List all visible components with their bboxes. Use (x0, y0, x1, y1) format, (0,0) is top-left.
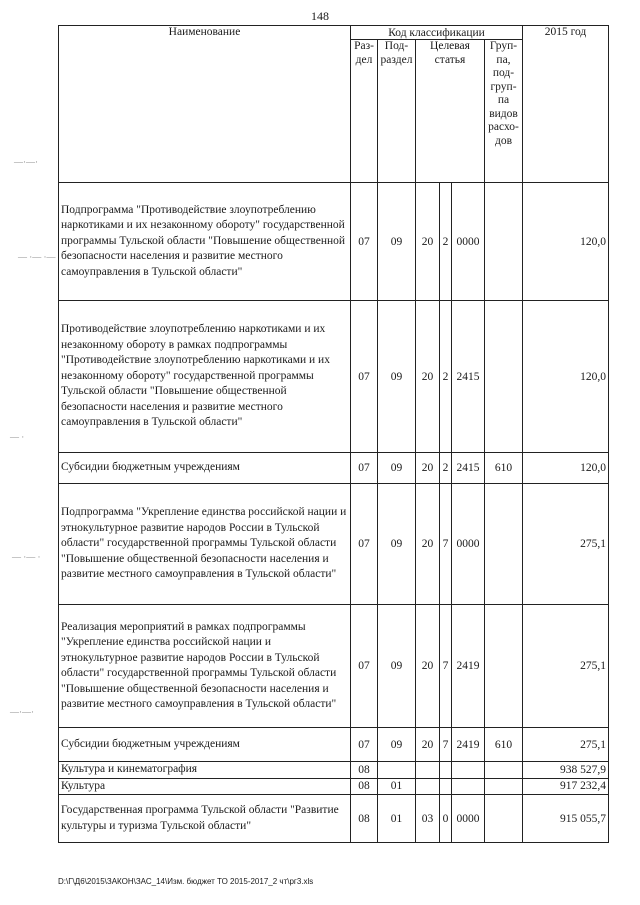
row-target-subprogram: 2 (440, 183, 452, 301)
row-subsection: 09 (378, 728, 416, 762)
column-header-section: Раз- дел (351, 40, 378, 183)
row-name: Культура и кинематография (59, 762, 351, 779)
row-subsection: 09 (378, 605, 416, 728)
row-subsection: 09 (378, 183, 416, 301)
row-target-code: 2419 (452, 605, 485, 728)
column-header-expense-group: Груп- па, под- груп- па видов расхо- дов (485, 40, 523, 183)
row-section: 07 (351, 301, 378, 453)
row-name: Реализация мероприятий в рамках подпрограммы "Укрепление единства российской нации и этнокультурное развитие народов России в Тульской области" государственной программы Тульской области "Повышение общественной безопасности населения и развитие местного самоуправления в Тульской области" (59, 605, 351, 728)
row-target-program: 20 (416, 605, 440, 728)
table-row (59, 183, 609, 301)
margin-label: — · (10, 432, 25, 442)
row-section: 07 (351, 484, 378, 605)
row-section: 08 (351, 762, 378, 779)
row-amount: 275,1 (523, 605, 609, 728)
header-row (59, 26, 609, 40)
table-row (59, 762, 609, 779)
row-amount: 915 055,7 (523, 795, 609, 843)
row-name: Культура (59, 778, 351, 795)
column-header-name: Наименование (59, 26, 351, 183)
table-row (59, 605, 609, 728)
margin-label: —·—· (14, 157, 38, 167)
row-subsection: 01 (378, 795, 416, 843)
row-section: 07 (351, 728, 378, 762)
row-name: Противодействие злоупотреблению наркотиками и их незаконному обороту в рамках подпрограммы "Противодействие злоупотреблению наркотиками и их незаконному обороту" государственной программы Тульской области "Повышение общественной безопасности населения и развитие местного самоуправления в Тульской области" (59, 301, 351, 453)
page-number: 148 (311, 9, 329, 23)
row-target-subprogram (440, 762, 452, 779)
table-row (59, 453, 609, 484)
row-name: Субсидии бюджетным учреждениям (59, 728, 351, 762)
row-target-program: 20 (416, 301, 440, 453)
row-amount: 120,0 (523, 183, 609, 301)
row-section: 08 (351, 795, 378, 843)
margin-label: —·—· (10, 707, 34, 717)
row-target-subprogram: 0 (440, 795, 452, 843)
row-target-code: 2415 (452, 301, 485, 453)
margin-label: — ·— ·— (18, 252, 56, 262)
row-target-code: 0000 (452, 183, 485, 301)
row-section: 07 (351, 183, 378, 301)
column-header-year: 2015 год (523, 26, 609, 183)
row-subsection: 09 (378, 453, 416, 484)
row-target-code: 2415 (452, 453, 485, 484)
row-target-program (416, 762, 440, 779)
row-target-code (452, 762, 485, 779)
budget-table (58, 25, 609, 843)
row-name: Государственная программа Тульской области "Развитие культуры и туризма Тульской области" (59, 795, 351, 843)
row-subsection (378, 762, 416, 779)
row-target-program: 20 (416, 484, 440, 605)
row-target-code: 2419 (452, 728, 485, 762)
row-amount: 938 527,9 (523, 762, 609, 779)
row-amount: 120,0 (523, 301, 609, 453)
row-name: Субсидии бюджетным учреждениям (59, 453, 351, 484)
table-row (59, 301, 609, 453)
row-section: 08 (351, 778, 378, 795)
row-target-code: 0000 (452, 484, 485, 605)
row-target-subprogram: 2 (440, 301, 452, 453)
margin-label: — ·— · (12, 552, 41, 562)
row-amount: 917 232,4 (523, 778, 609, 795)
row-expense-type (485, 605, 523, 728)
row-expense-type (485, 484, 523, 605)
row-target-program: 20 (416, 728, 440, 762)
row-expense-type (485, 762, 523, 779)
file-path-footer: D:\Г\Д6\2015\ЗАКОН\ЗАС_14\Изм. бюджет ТО 2015-2017_2 чт\рг3.xls (58, 877, 314, 886)
row-target-program: 03 (416, 795, 440, 843)
row-target-subprogram: 7 (440, 728, 452, 762)
table-row (59, 484, 609, 605)
row-target-subprogram: 7 (440, 605, 452, 728)
row-amount: 275,1 (523, 728, 609, 762)
column-header-code-group: Код классификации (351, 26, 523, 40)
row-expense-type (485, 301, 523, 453)
row-subsection: 01 (378, 778, 416, 795)
row-amount: 275,1 (523, 484, 609, 605)
row-target-program: 20 (416, 183, 440, 301)
row-section: 07 (351, 453, 378, 484)
table-row (59, 778, 609, 795)
row-target-subprogram: 7 (440, 484, 452, 605)
row-subsection: 09 (378, 484, 416, 605)
row-amount: 120,0 (523, 453, 609, 484)
row-expense-type (485, 778, 523, 795)
row-name: Подпрограмма "Противодействие злоупотреблению наркотиками и их незаконному обороту" государственной программы Тульской области "Повышение общественной безопасности населения и развитие местного самоуправления в Тульской области" (59, 183, 351, 301)
table-row (59, 728, 609, 762)
margin-marks (0, 140, 60, 900)
column-header-subsection: Под- раздел (378, 40, 416, 183)
table-row (59, 795, 609, 843)
row-target-code: 0000 (452, 795, 485, 843)
row-expense-type: 610 (485, 453, 523, 484)
row-target-program: 20 (416, 453, 440, 484)
row-name: Подпрограмма "Укрепление единства российской нации и этнокультурное развитие народов России в Тульской области" государственной программы Тульской области "Повышение общественной безопасности населения и развитие местного самоуправления в Тульской области" (59, 484, 351, 605)
row-expense-type: 610 (485, 728, 523, 762)
row-subsection: 09 (378, 301, 416, 453)
row-section: 07 (351, 605, 378, 728)
row-target-subprogram: 2 (440, 453, 452, 484)
row-expense-type (485, 795, 523, 843)
row-target-subprogram (440, 778, 452, 795)
row-target-code (452, 778, 485, 795)
column-header-target-article: Целевая статья (416, 40, 485, 183)
row-target-program (416, 778, 440, 795)
row-expense-type (485, 183, 523, 301)
